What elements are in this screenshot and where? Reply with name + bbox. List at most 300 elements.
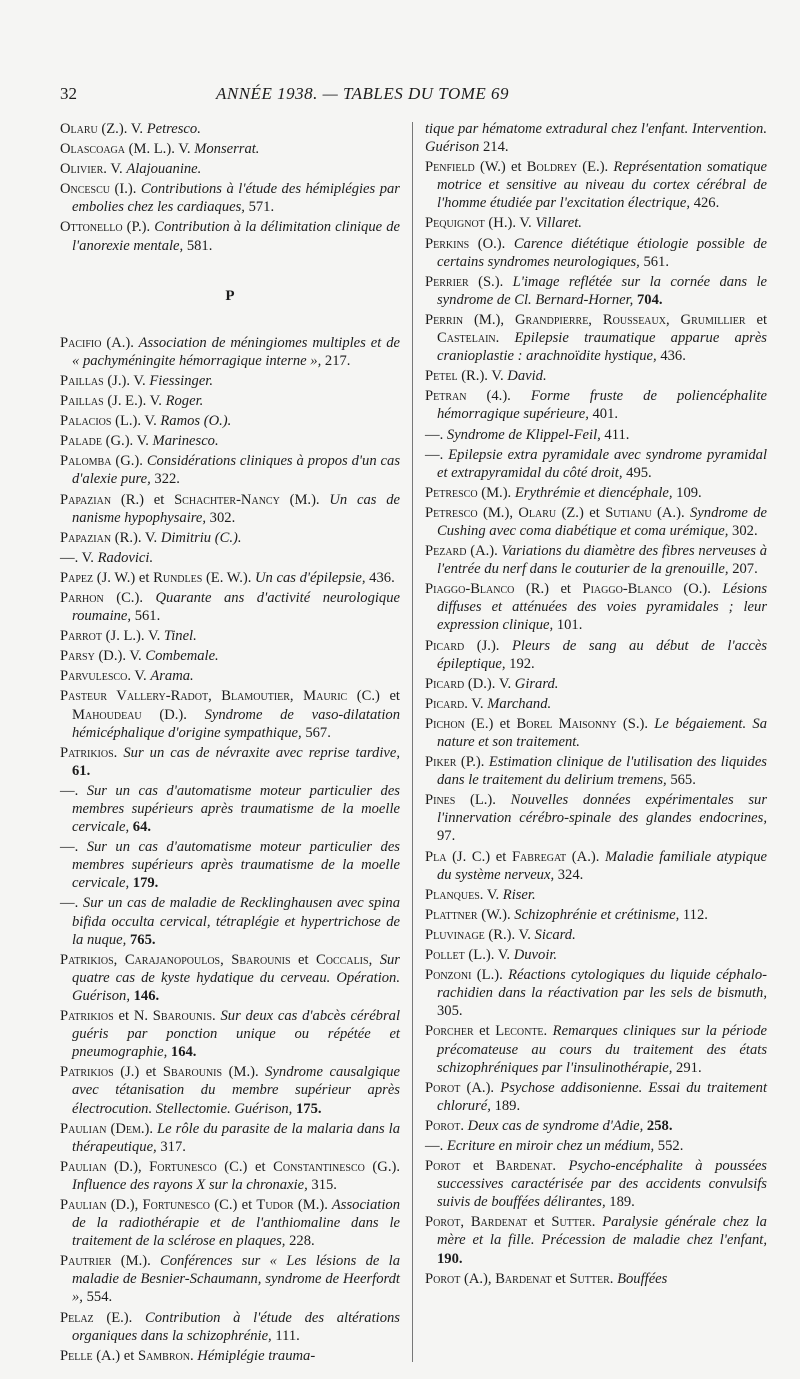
index-entry: [425, 542, 767, 578]
entry-title: Carence diététique étiologie possible de certains syndromes neurologiques,: [437, 235, 768, 270]
author-name: Pluvinage (R.).: [425, 926, 516, 943]
author-name: Papazian (R.): [60, 491, 144, 508]
entry-title: Maladie familiale atypique du système nerveux,: [437, 848, 768, 883]
index-entry: [425, 675, 767, 693]
entry-title: Association de la radiothérapie et de l'anthiomaline dans le traitement de la sclérose en plaques,: [72, 1196, 400, 1250]
entry-text: et: [473, 1023, 496, 1040]
entry-title: Paralysie générale chez la mère et la fille. Précession de maladie chez l'enfant,: [437, 1214, 767, 1249]
page-ref: 436.: [365, 569, 395, 586]
page-ref: 112.: [679, 906, 708, 923]
coauthor-name: Schachter-Nancy (M.).: [174, 491, 320, 508]
author-name: Perrier (S.).: [425, 273, 504, 290]
page-ref: 567.: [301, 724, 331, 741]
author-name: Parsy (D.).: [60, 648, 126, 665]
index-entry: [425, 1270, 767, 1288]
entry-text: V.: [126, 648, 146, 665]
index-entry: [60, 334, 400, 370]
entry-title: Représentation somatique motrice et sensitive au niveau du cortex cérébral de l'homme étudiée par l'excitation électrique,: [437, 159, 767, 212]
author-name: Paillas (J. E.).: [60, 393, 147, 410]
entry-title: Alajouanine.: [126, 161, 202, 178]
index-entry: [425, 753, 767, 789]
index-entry: [60, 392, 400, 410]
index-entry: [425, 367, 767, 385]
index-entry: [425, 848, 767, 884]
left-column: [60, 120, 400, 1367]
page-ref: 228.: [285, 1233, 315, 1250]
running-title: ANNÉE 1938. — TABLES DU TOME 69: [216, 84, 510, 103]
page-ref: 97.: [437, 828, 456, 845]
coauthor-name: Borel Maisonny (S.).: [516, 715, 649, 732]
author-name: Olaru (Z.).: [60, 121, 128, 137]
coauthor-name: Sambron.: [137, 1347, 194, 1364]
index-entry: [60, 1007, 400, 1061]
coauthor-name: Constantinesco (G.).: [273, 1158, 400, 1175]
coauthor-name: Sbarounis (M.).: [162, 1064, 259, 1081]
entry-title: tique par hématome extradural chez l'enfant. Intervention. Guérison: [425, 121, 767, 156]
entry-text: et: [551, 1270, 570, 1287]
index-entry: [425, 426, 767, 444]
entry-text: V.: [133, 433, 153, 450]
entry-title: Monserrat.: [194, 141, 260, 158]
index-entry: [425, 387, 767, 423]
entry-title: Réactions cytologiques du liquide céphalo-rachidien dans la réactivation par les sels de bismuth,: [437, 967, 767, 1002]
entry-text: V.: [487, 368, 508, 385]
index-entry: [425, 235, 767, 271]
author-name: Pelle (A.): [60, 1347, 121, 1364]
entry-title: David.: [507, 368, 547, 385]
coauthor-name: Coccalis,: [316, 951, 373, 968]
page-ref: 111.: [271, 1327, 300, 1344]
index-entry: [60, 140, 400, 158]
author-name: Patrikios, Carajanopoulos, Sbarounis: [60, 951, 291, 968]
index-entry: [425, 1079, 767, 1115]
index-entry: [425, 886, 767, 904]
entry-title: Considérations cliniques à propos d'un cas d'alexie pure,: [72, 453, 401, 488]
author-name: Papazian (R.).: [60, 529, 142, 546]
coauthor-name: Fabregat (A.).: [511, 848, 600, 865]
index-entry: [60, 491, 400, 527]
entry-title: Radovici.: [97, 549, 154, 566]
entry-text: et: [139, 1064, 163, 1081]
index-entry: [425, 273, 767, 309]
page-ref-bold: 175.: [292, 1100, 322, 1117]
author-name: Paulian (Dem.).: [60, 1120, 154, 1137]
index-entry: [425, 1022, 767, 1076]
entry-title: Riser.: [502, 886, 536, 903]
index-entry: [60, 549, 400, 567]
page-ref-bold: 258.: [643, 1117, 673, 1134]
index-entry: [60, 1252, 400, 1306]
author-name: Porot (A.).: [425, 1079, 495, 1096]
entry-title: Arama.: [150, 668, 194, 685]
author-name: Paulian (D.), Fortunesco (C.): [60, 1196, 238, 1213]
entry-text: et: [113, 1008, 134, 1025]
index-entry: [60, 1309, 400, 1345]
entry-title: Contribution à l'étude des altérations organiques dans la schizophrénie,: [72, 1309, 400, 1344]
entry-title: Pleurs de sang au début de l'accès épileptique,: [437, 637, 767, 672]
coauthor-name: Sutter.: [569, 1270, 614, 1287]
author-name: Paillas (J.).: [60, 372, 131, 389]
entry-text: et: [120, 1347, 138, 1364]
entry-title: Combemale.: [145, 648, 219, 665]
page-ref-bold: 61.: [72, 762, 91, 779]
author-name: Pequignot (H.).: [425, 215, 516, 232]
author-name: Patrikios (J.): [60, 1064, 140, 1081]
index-entry: [60, 372, 400, 390]
coauthor-name: Tudor (M.).: [256, 1196, 328, 1213]
entry-title: Deux cas de syndrome d'Adie,: [464, 1117, 644, 1134]
author-name: Palomba (G.).: [60, 453, 143, 470]
index-entry: [425, 158, 767, 212]
entry-title: Contribution à la délimitation clinique de l'anorexie mentale,: [72, 219, 400, 254]
page-ref: 552.: [654, 1137, 684, 1154]
entry-title: Contributions à l'étude des hémiplégies par embolies chez les cardiaques,: [72, 181, 400, 216]
entry-title: Association de méningiomes multiples et de « pachyméningite hémorragique interne »,: [72, 334, 401, 369]
entry-text: V.: [141, 413, 161, 430]
index-entry: [425, 504, 767, 540]
entry-text: V.: [127, 121, 147, 137]
entry-title: Conférences sur « Les lésions de la maladie de Besnier-Schaumann, syndrome de Heerfordt »,: [72, 1253, 400, 1306]
entry-text: V.: [146, 393, 166, 410]
entry-text: V.: [78, 549, 98, 566]
author-name: —.: [60, 895, 79, 912]
entry-text: V.: [141, 529, 161, 546]
index-entry: [425, 484, 767, 502]
author-name: Penfield (W.): [425, 159, 506, 176]
entry-title: Fiessinger.: [149, 372, 213, 389]
index-entry: [60, 1158, 400, 1194]
index-entry: [425, 1137, 767, 1155]
author-name: Oncescu (I.).: [60, 181, 137, 198]
coauthor-name: Bardenat.: [495, 1158, 556, 1175]
author-name: Porot: [425, 1158, 461, 1175]
index-entry: [60, 569, 400, 587]
index-entry: [60, 838, 400, 892]
entry-title: Epilepsie extra pyramidale avec syndrome pyramidal et extrapyramidal du côté droit,: [437, 446, 767, 481]
page-ref: 401.: [588, 406, 619, 423]
author-name: Patrikios.: [60, 744, 118, 761]
entry-title: Syndrome de Klippel-Feil,: [443, 426, 601, 443]
entry-title: Dimitriu (C.).: [160, 529, 242, 546]
page-ref-bold: 704.: [633, 291, 663, 308]
index-entry: [425, 906, 767, 924]
entry-text: V.: [467, 695, 488, 712]
page-ref: 189.: [490, 1097, 521, 1114]
author-name: Plattner (W.).: [425, 906, 511, 923]
index-entry: [425, 580, 767, 634]
index-entry: [60, 432, 400, 450]
page-ref: 571.: [244, 199, 275, 216]
page-ref-bold: 179.: [129, 875, 159, 892]
index-entry: [60, 894, 400, 948]
page-ref: 561.: [131, 608, 161, 625]
page-ref: 302.: [728, 522, 758, 539]
coauthor-name: Rundles (E. W.).: [153, 569, 252, 586]
author-name: —.: [60, 549, 79, 566]
page-ref: 565.: [666, 772, 696, 789]
entry-title: Roger.: [165, 393, 204, 410]
author-name: Ponzoni (L.).: [425, 967, 503, 984]
coauthor-name: N. Sbarounis.: [133, 1008, 216, 1025]
index-entry: [60, 120, 400, 138]
entry-title: Ecriture en miroir chez un médium,: [443, 1137, 655, 1154]
author-name: Pla (J. C.): [425, 848, 491, 865]
page-ref-bold: 64.: [129, 819, 152, 836]
running-header: [60, 84, 760, 108]
author-name: Petran (4.).: [425, 388, 511, 405]
entry-title: Sur un cas d'automatisme moteur particulier des membres supérieurs après traumatisme de la moelle cervicale,: [72, 839, 400, 892]
author-name: Ottonello (P.).: [60, 219, 151, 236]
entry-title: Psycho-encéphalite à poussées successives caractérisée par des accidents convulsifs suivis de bouffées délirantes,: [437, 1158, 767, 1211]
entry-text: et: [493, 715, 517, 732]
author-name: Parrot (J. L.).: [60, 628, 145, 645]
author-name: Pasteur Vallery-Radot, Blamoutier, Mauric (C.): [60, 688, 380, 705]
author-name: Piaggo-Blanco (R.): [425, 581, 549, 598]
index-entry: [425, 791, 767, 845]
entry-title: Le bégaiement. Sa nature et son traitement.: [437, 715, 767, 750]
entry-title: L'image reflétée sur la cornée dans le syndrome de Cl. Bernard-Horner,: [437, 273, 767, 308]
column-divider: [412, 122, 413, 1362]
entry-title: Petresco.: [146, 121, 201, 137]
index-entry: [60, 412, 400, 430]
entry-text: V.: [494, 947, 514, 964]
index-entry: [425, 637, 767, 673]
page-ref: 322.: [150, 471, 180, 488]
index-entry: [425, 1117, 767, 1135]
index-entry: [425, 715, 767, 751]
right-column: [425, 120, 767, 1290]
entry-title: Bouffées: [613, 1270, 668, 1287]
page-ref: 189.: [605, 1194, 635, 1211]
index-entry: [60, 687, 400, 741]
author-name: Pezard (A.).: [425, 543, 498, 560]
author-name: Pautrier (M.).: [60, 1253, 151, 1270]
page-ref-bold: 164.: [167, 1044, 197, 1061]
entry-title: Variations du diamètre des fibres nerveuses à l'entrée du nerf dans le couturier de la grenouille,: [437, 543, 767, 578]
author-name: Olascoaga (M. L.).: [60, 141, 175, 158]
author-name: Pacifio (A.).: [60, 334, 134, 351]
entry-text: et: [505, 159, 527, 176]
author-name: Petel (R.).: [425, 368, 488, 385]
page-ref: 554.: [82, 1289, 113, 1306]
author-name: Picard (J.).: [425, 637, 500, 654]
entry-title: Sur un cas de névraxite avec reprise tardive,: [117, 744, 400, 761]
author-name: Palacios (L.).: [60, 413, 142, 430]
entry-title: Syndrome de vaso-dilatation hémicéphalique d'origine sympathique,: [72, 706, 400, 741]
entry-title: Ramos (O.).: [160, 413, 232, 430]
entry-title: Sur un cas de maladie de Recklinghausen avec spina bifida occulta cervical, tétraplégie et hypertrichose de la nuque,: [72, 895, 400, 948]
entry-title: Epilepsie traumatique apparue après cranioplastie : arachnoïdite hystique,: [437, 330, 767, 365]
entry-text: V.: [174, 141, 195, 158]
author-name: Picard.: [425, 695, 468, 712]
page-ref: 561.: [639, 253, 669, 270]
section-letter: P: [225, 287, 235, 304]
entry-text: et: [237, 1196, 257, 1213]
page-ref: 305.: [437, 1003, 463, 1020]
entry-title: Tinel.: [163, 628, 197, 645]
index-entry: [60, 951, 400, 1005]
index-entry: [425, 966, 767, 1020]
entry-title: Syndrome de Cushing avec coma diabétique et coma urémique,: [437, 504, 767, 539]
coauthor-name: Sutter.: [551, 1214, 596, 1231]
entry-title: Le rôle du parasite de la malaria dans la thérapeutique,: [72, 1120, 400, 1155]
coauthor-name: Piaggo-Blanco (O.).: [582, 581, 711, 598]
index-entry: [60, 782, 400, 836]
author-name: —.: [425, 446, 444, 463]
entry-title: Forme fruste de poliencéphalite hémorragique supérieure,: [437, 388, 767, 423]
index-entry: [425, 695, 767, 713]
entry-text: et: [527, 1214, 552, 1231]
index-entry: [60, 667, 400, 685]
author-name: Pines (L.).: [425, 792, 496, 809]
page-ref: 324.: [554, 866, 584, 883]
index-entry: [60, 627, 400, 645]
index-entry: [60, 1120, 400, 1156]
author-name: Piker (P.).: [425, 754, 485, 771]
page-ref: 315.: [307, 1176, 337, 1193]
author-name: —.: [425, 1137, 444, 1154]
page-ref: 317.: [156, 1138, 186, 1155]
author-name: Planques.: [425, 886, 484, 903]
entry-text: et: [247, 1158, 274, 1175]
page-ref: 214.: [479, 139, 509, 156]
page-ref: 581.: [183, 237, 213, 254]
entry-text: et: [548, 581, 583, 598]
author-name: Pelaz (E.).: [60, 1309, 133, 1326]
entry-title: Schizophrénie et crétinisme,: [510, 906, 680, 923]
author-name: Palade (G.).: [60, 433, 134, 450]
index-entry: [425, 311, 767, 365]
entry-text: V.: [130, 668, 151, 685]
entry-title: Influence des rayons X sur la chronaxie,: [72, 1176, 308, 1193]
entry-title: Girard.: [514, 675, 559, 692]
entry-title: Un cas d'épilepsie,: [251, 569, 366, 586]
index-entry: [60, 180, 400, 216]
author-name: Pollet (L.).: [425, 947, 495, 964]
author-name: Porcher: [425, 1023, 474, 1040]
page-ref: 192.: [505, 655, 535, 672]
page-ref: 207.: [728, 561, 758, 578]
index-entry: [60, 160, 400, 178]
page-ref: 426.: [690, 195, 720, 212]
entry-title: Un cas de nanisme hypophysaire,: [72, 491, 400, 526]
author-name: Porot.: [425, 1117, 464, 1134]
index-entry: [425, 926, 767, 944]
entry-text: et: [379, 688, 400, 705]
author-name: Papez (J. W.): [60, 569, 136, 586]
entry-text: V.: [515, 215, 536, 232]
author-name: Petresco (M.), Olaru (Z.): [425, 504, 584, 521]
page-ref: 291.: [672, 1059, 702, 1076]
index-entry: [60, 529, 400, 547]
index-entry: [60, 647, 400, 665]
entry-title: Syndrome causalgique avec tétanisation du membre supérieur après électrocution. Stellectomie. Guérison,: [72, 1064, 400, 1117]
author-name: Parvulesco.: [60, 668, 131, 685]
author-name: Patrikios: [60, 1008, 114, 1025]
index-entry: [425, 1213, 767, 1267]
index-entry: [60, 589, 400, 625]
index-entry: [60, 218, 400, 254]
coauthor-name: Sutianu (A.).: [605, 504, 685, 521]
entry-text: V.: [130, 372, 150, 389]
author-name: Pichon (E.): [425, 715, 494, 732]
entry-title: Estimation clinique de l'utilisation des liquides dans le traitement du delirium tremens,: [437, 754, 767, 789]
coauthor-name: Leconte.: [495, 1023, 548, 1040]
entry-title: Sur un cas d'automatisme moteur particulier des membres supérieurs après traumatisme de la moelle cervicale,: [72, 782, 400, 836]
entry-title: Sur deux cas d'abcès cérébral guéris par ponction unique ou répétée et pneumographie,: [72, 1008, 400, 1061]
entry-title: Duvoir.: [513, 947, 558, 964]
page-ref: 302.: [206, 509, 236, 526]
entry-title: Quarante ans d'activité neurologique roumaine,: [72, 589, 400, 625]
entry-title: Marinesco.: [152, 433, 219, 450]
entry-title: Sicard.: [534, 926, 576, 943]
entry-title: Remarques cliniques sur la période précomateuse au cours du traitement des états schizophréniques par l'insulinothérapie,: [437, 1023, 767, 1076]
entry-title: Hémiplégie trauma-: [193, 1347, 316, 1364]
entry-text: V.: [106, 161, 127, 178]
index-entry: [425, 214, 767, 232]
entry-title: Lésions diffuses et atténuées des voies pyramidales ; leur expression clinique,: [437, 581, 767, 634]
coauthor-name: Mahoudeau (D.).: [72, 706, 187, 723]
entry-text: et: [583, 504, 606, 521]
author-name: Paulian (D.), Fortunesco (C.): [60, 1158, 248, 1175]
page-ref: 101.: [553, 617, 583, 634]
entry-text: V.: [495, 675, 515, 692]
entry-text: et: [490, 848, 512, 865]
page-ref: 411.: [600, 426, 630, 443]
page-ref-bold: 765.: [126, 931, 156, 948]
index-entry: [425, 120, 767, 156]
coauthor-name: Boldrey (E.).: [526, 159, 609, 176]
author-name: Picard (D.).: [425, 675, 496, 692]
index-entry: [60, 744, 400, 780]
index-entry: [425, 946, 767, 964]
page-ref: 109.: [672, 484, 702, 501]
entry-text: et: [143, 491, 175, 508]
author-name: Petresco (M.).: [425, 484, 512, 501]
page-ref: 436.: [656, 348, 686, 365]
entry-text: V.: [483, 886, 503, 903]
author-name: Parhon (C.).: [60, 589, 143, 606]
page-ref: 495.: [622, 464, 652, 481]
index-entry: [60, 452, 400, 488]
page-ref-bold: 146.: [129, 987, 160, 1004]
author-name: Porot (A.), Bardenat: [425, 1270, 552, 1287]
entry-title: Villaret.: [535, 215, 582, 232]
entry-title: Psychose addisonienne. Essai du traitement chloruré,: [437, 1079, 768, 1114]
entry-title: Erythrémie et diencéphale,: [511, 484, 673, 501]
entry-title: Marchand.: [487, 695, 552, 712]
entry-text: V.: [515, 926, 535, 943]
page-ref: 217.: [321, 352, 351, 369]
entry-text: et: [745, 311, 767, 328]
author-name: Perkins (O.).: [425, 235, 506, 252]
index-entry: [425, 1157, 767, 1211]
index-entry: [60, 1196, 400, 1250]
page-number: 32: [60, 84, 77, 103]
author-name: Perrin (M.), Grandpierre, Rousseaux, Grumillier: [425, 311, 746, 328]
author-name: —.: [425, 426, 444, 443]
index-entry: [60, 1347, 400, 1365]
author-name: —.: [60, 839, 79, 856]
author-name: Porot, Bardenat: [425, 1214, 528, 1231]
author-name: —.: [60, 782, 79, 799]
entry-text: et: [460, 1158, 496, 1175]
index-entry: [60, 1063, 400, 1117]
entry-text: V.: [144, 628, 164, 645]
entry-text: et: [135, 569, 154, 586]
entry-title: Sur quatre cas de kyste hydatique du cerveau. Opération. Guérison,: [72, 951, 400, 1004]
entry-text: et: [290, 951, 317, 968]
